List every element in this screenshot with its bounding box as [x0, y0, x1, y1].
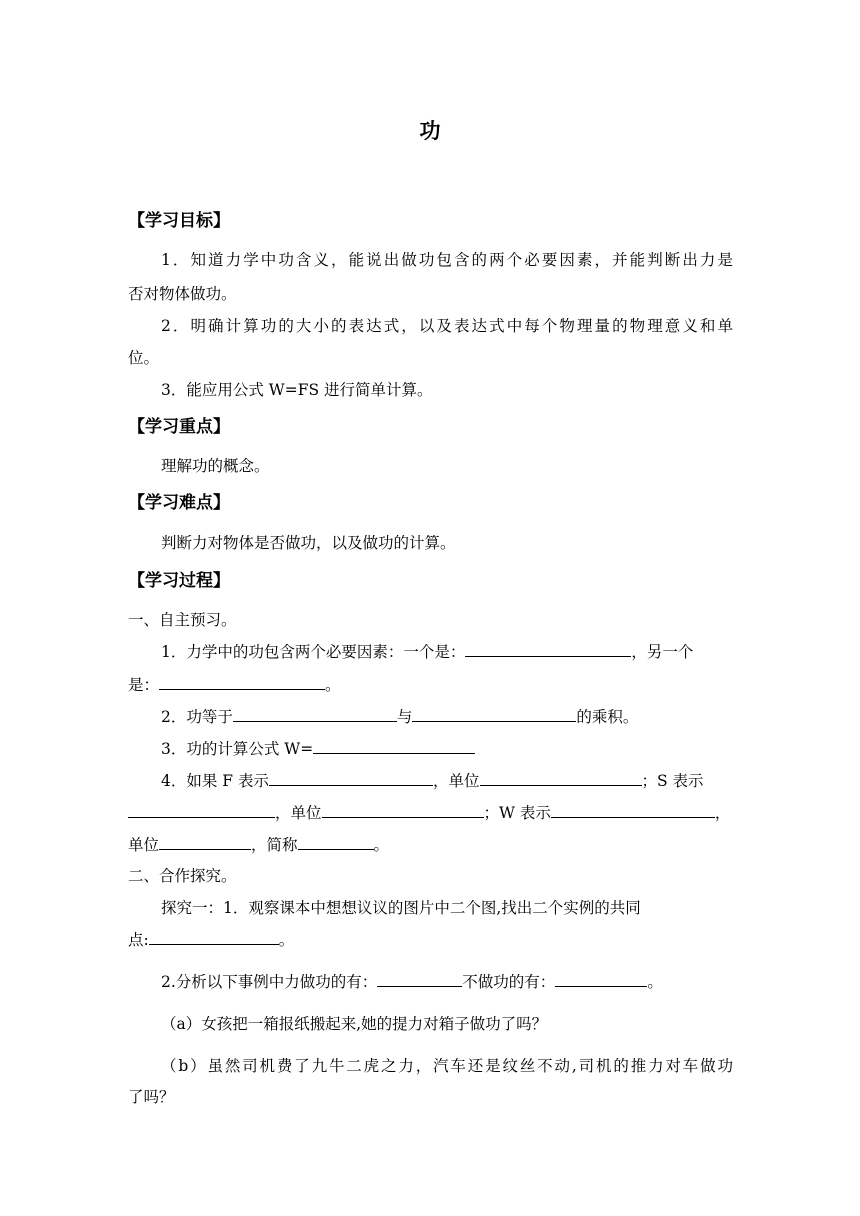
explore-1-line-2: [128, 928, 733, 950]
section-heading-process: 【学习过程】: [128, 571, 230, 591]
explore-1-text: 点:: [128, 931, 149, 949]
goal-1-line-1: 1．知道力学中功含义，能说出做功包含的两个必要因素，并能判断出力是: [161, 251, 733, 269]
question-4-text-8: ，简称: [251, 836, 298, 854]
key-point-text: 理解功的概念。: [161, 457, 270, 475]
question-1-text-2: ，另一个: [631, 643, 694, 661]
part-1-heading: 一、自主预习。: [128, 611, 237, 629]
case-a: （a）女孩把一箱报纸搬起来,她的提力对箱子做功了吗？: [161, 1015, 548, 1033]
question-3: [161, 737, 733, 759]
section-heading-goals: 【学习目标】: [128, 211, 230, 231]
answer-blank[interactable]: [377, 971, 462, 987]
question-2-text: 2．功等于: [161, 708, 233, 726]
page-title: 功: [419, 118, 441, 143]
answer-blank[interactable]: [149, 929, 279, 945]
explore-2-text-3: 。: [647, 973, 663, 991]
question-4-line-2: [128, 801, 733, 823]
question-4-text-9: 。: [373, 836, 390, 854]
answer-blank[interactable]: [551, 802, 715, 818]
question-4-line-3: [128, 833, 733, 855]
answer-blank[interactable]: [313, 738, 475, 754]
goal-2-line-2: 位。: [128, 349, 160, 367]
question-1-line-1: [161, 640, 733, 662]
goal-2-line-1: 2．明确计算功的大小的表达式，以及表达式中每个物理量的物理意义和单: [161, 317, 733, 335]
question-2-text-2: 与: [396, 708, 413, 726]
case-b-line-2: 了吗？: [128, 1088, 175, 1106]
explore-2: [161, 970, 733, 992]
question-4-text-4: ，单位: [275, 804, 322, 822]
answer-blank[interactable]: [233, 706, 397, 722]
question-4-text-2: ，单位: [432, 772, 480, 790]
answer-blank[interactable]: [555, 971, 647, 987]
question-4-text-5: ；W 表示: [483, 804, 551, 822]
section-heading-difficult: 【学习难点】: [128, 493, 230, 513]
case-b-line-1: （b）虽然司机费了九牛二虎之力，汽车还是纹丝不动,司机的推力对车做功: [161, 1057, 733, 1075]
answer-blank[interactable]: [298, 834, 374, 850]
answer-blank[interactable]: [465, 641, 631, 657]
answer-blank[interactable]: [159, 674, 325, 690]
question-4-text: 4．如果 F 表示: [161, 772, 269, 790]
answer-blank[interactable]: [480, 770, 642, 786]
question-2: [161, 705, 733, 727]
question-1-text-4: 。: [325, 676, 341, 694]
difficult-point-text: 判断力对物体是否做功，以及做功的计算。: [161, 534, 456, 552]
answer-blank[interactable]: [269, 770, 433, 786]
question-1-text: 1．力学中的功包含两个必要因素：一个是：: [161, 643, 466, 661]
goal-3: 3．能应用公式 W=FS 进行简单计算。: [161, 381, 433, 399]
question-4-text-7: 单位: [128, 836, 160, 854]
question-1-text-3: 是：: [128, 676, 160, 694]
question-3-text: 3．功的计算公式 W=: [161, 740, 314, 758]
question-4-text-6: ，: [714, 804, 731, 822]
explore-1-text-2: 。: [278, 931, 295, 949]
explore-1-line-1: 探究一：1．观察课本中想想议议的图片中二个图,找出二个实例的共同: [161, 899, 641, 917]
answer-blank[interactable]: [128, 802, 275, 818]
answer-blank[interactable]: [412, 706, 576, 722]
part-2-heading: 二、合作探究。: [128, 867, 237, 885]
explore-2-text-2: 不做功的有：: [462, 973, 556, 991]
answer-blank[interactable]: [159, 834, 251, 850]
question-2-text-3: 的乘积。: [576, 708, 639, 726]
answer-blank[interactable]: [322, 802, 484, 818]
section-heading-key: 【学习重点】: [128, 417, 230, 437]
goal-1-line-2: 否对物体做功。: [128, 285, 237, 303]
explore-2-text: 2.分析以下事例中力做功的有：: [161, 973, 378, 991]
question-1-line-2: [128, 673, 733, 695]
question-4-text-3: ；S 表示: [641, 772, 704, 790]
question-4-line-1: [161, 769, 733, 791]
